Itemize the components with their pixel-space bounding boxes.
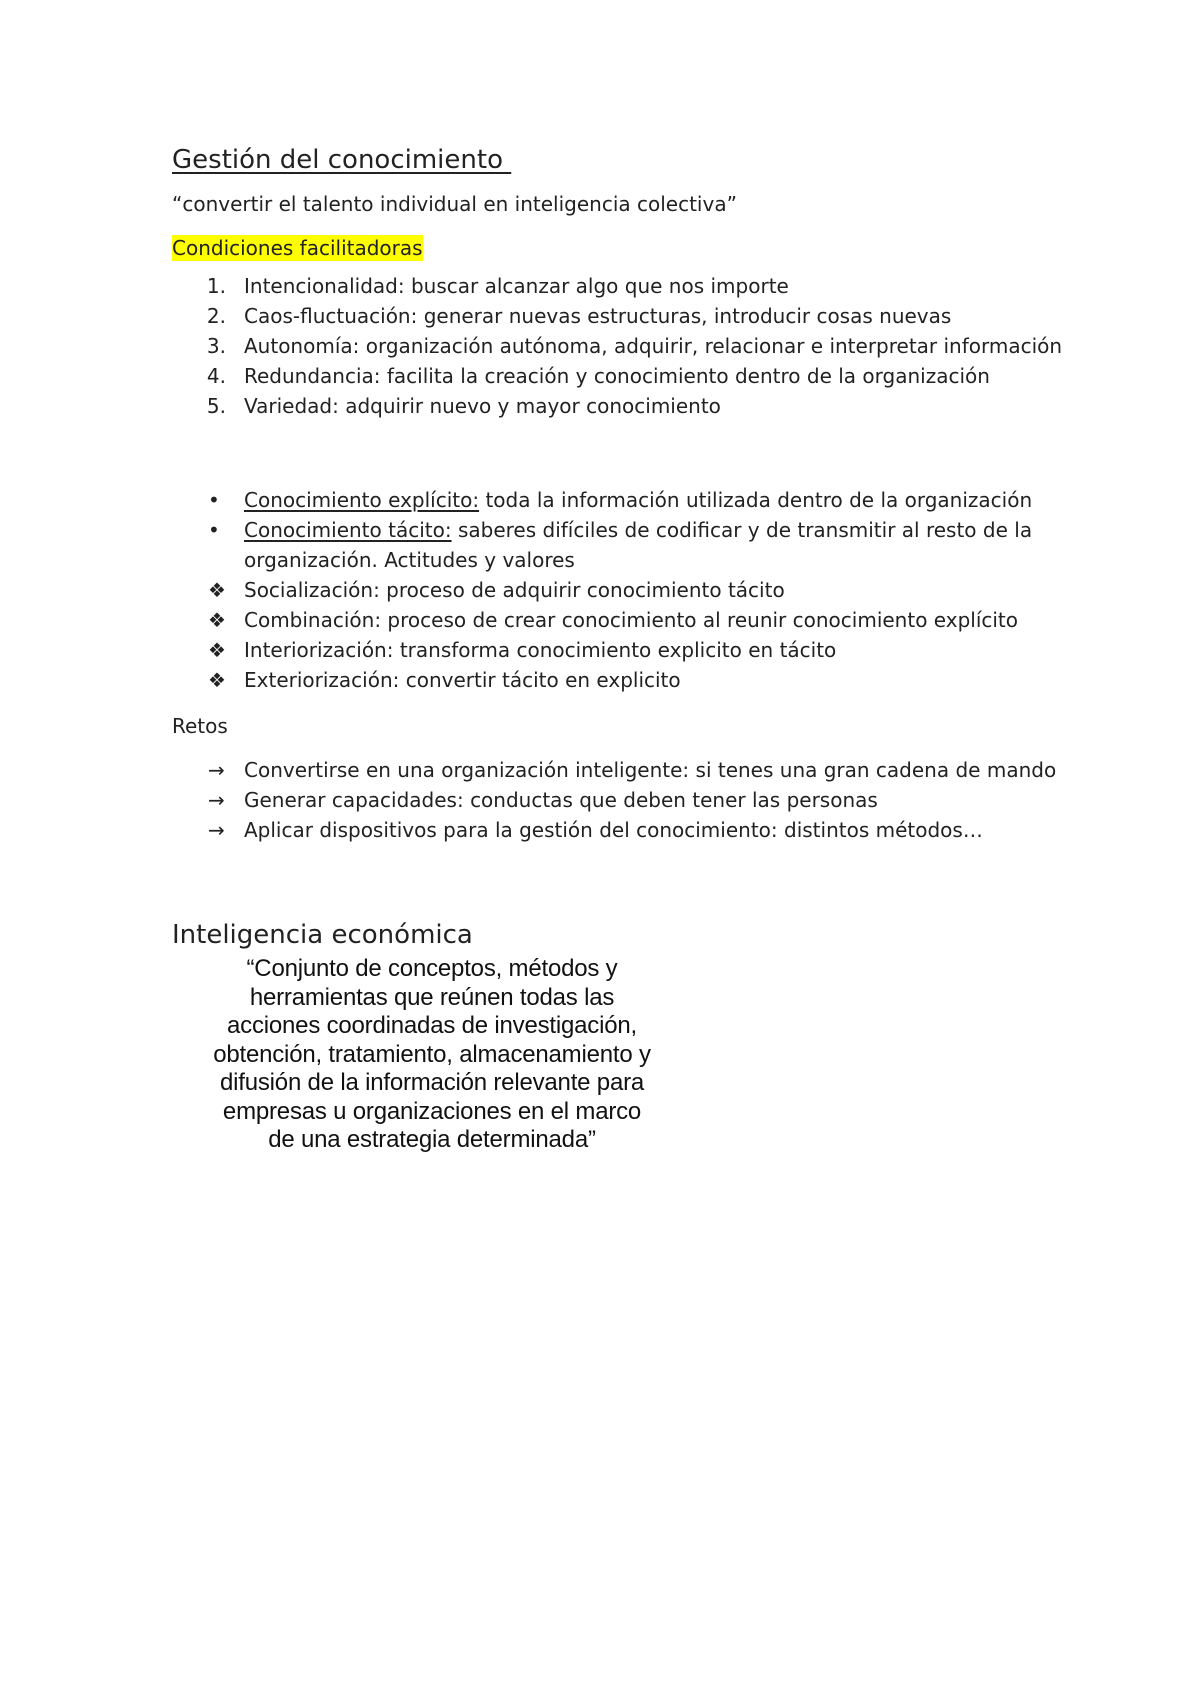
quote-line: acciones coordinadas de investigación, [227,1012,637,1039]
list-number: 2. [206,304,226,328]
list-item [172,605,1072,635]
quote-line: herramientas que reúnen todas las [249,983,615,1011]
list-item-text: Autonomía: organización autónoma, adquirir, relacionar e interpretar información [244,334,1063,358]
bullet-icon: • [208,518,220,542]
list-item-text: Intencionalidad: buscar alcanzar algo que nos importe [244,274,789,298]
intro-quote: “convertir el talento individual en inteligencia colectiva” [172,192,737,216]
list-item [172,331,1072,361]
list-item [172,815,1072,845]
definition-quote-image [172,955,692,1155]
list-item-text: Redundancia: facilita la creación y conocimiento dentro de la organización [244,364,990,388]
list-item [172,301,1072,331]
list-item [172,785,1072,815]
list-item [172,755,1072,785]
list-number: 1. [206,274,226,298]
list-item-text [244,485,1072,515]
numbered-list [172,271,1072,421]
arrow-right-icon: → [208,758,225,782]
bullet-list [172,485,1072,695]
list-number: 5. [206,394,226,418]
list-item [172,271,1072,301]
term-definition: saberes difíciles de codificar y de transmitir al resto de la organización. Actitudes y valores [244,518,1033,572]
quote-line: de una estrategia determinada” [268,1126,596,1153]
list-item-text: Exteriorización: convertir tácito en explicito [244,668,681,692]
section-title-inteligencia: Inteligencia económica [172,920,473,950]
list-item-text: Caos-fluctuación: generar nuevas estructuras, introducir cosas nuevas [244,304,952,328]
list-item [172,485,1072,515]
retos-heading: Retos [172,714,228,738]
quote-line: obtención, tratamiento, almacenamiento y [213,1040,651,1068]
quote-line: “Conjunto de conceptos, métodos y [246,955,618,982]
arrow-list [172,755,1072,845]
list-item-text: Convertirse en una organización inteligente: si tenes una gran cadena de mando [244,758,1057,782]
list-item [172,635,1072,665]
term-label: Conocimiento tácito: [244,518,452,542]
list-item-text: Variedad: adquirir nuevo y mayor conocimiento [244,394,721,418]
list-item [172,361,1072,391]
arrow-right-icon: → [208,818,225,842]
list-item [172,575,1072,605]
diamond-bullet-icon: ❖ [208,608,226,632]
list-item-text: Socialización: proceso de adquirir conocimiento tácito [244,578,785,602]
term-definition: toda la información utilizada dentro de la organización [479,488,1033,512]
diamond-bullet-icon: ❖ [208,638,226,662]
quote-line: empresas u organizaciones en el marco [222,1097,642,1125]
list-number: 4. [206,364,226,388]
list-number: 3. [206,334,226,358]
bullet-icon: • [208,488,220,512]
document-page [172,140,1072,1155]
list-item-text: Interiorización: transforma conocimiento explicito en tácito [244,638,837,662]
arrow-right-icon: → [208,788,225,812]
term-label: Conocimiento explícito: [244,488,480,512]
list-item [172,391,1072,421]
highlighted-heading: Condiciones facilitadoras [172,236,423,260]
list-item [172,515,1072,575]
quote-line: difusión de la información relevante para [219,1069,645,1096]
list-item [172,665,1072,695]
diamond-bullet-icon: ❖ [208,668,226,692]
list-item-text: Combinación: proceso de crear conocimiento al reunir conocimiento explícito [244,608,1019,632]
list-item-text [244,515,1072,575]
list-item-text: Aplicar dispositivos para la gestión del conocimiento: distintos métodos… [244,818,983,842]
section-title-gestion: Gestión del conocimiento [172,145,512,175]
diamond-bullet-icon: ❖ [208,578,226,602]
highlighted-heading-wrap [172,235,1072,261]
list-item-text: Generar capacidades: conductas que deben tener las personas [244,788,878,812]
